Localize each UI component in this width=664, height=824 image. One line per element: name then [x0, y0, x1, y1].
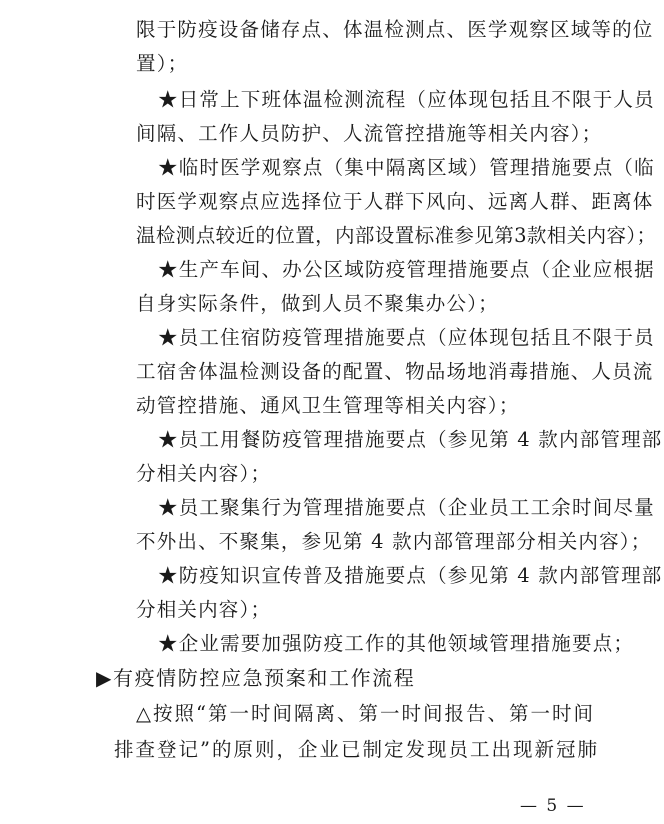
text-line-19: ★企业需要加强防疫工作的其他领域管理措施要点； — [158, 632, 635, 655]
page-number: — 5 — — [520, 796, 586, 816]
text-line-11: 工宿舍体温检测设备的配置、物品场地消毒措施、人员流 — [136, 360, 654, 383]
text-line-06: 时医学观察点应选择位于人群下风向、远离人群、距离体 — [136, 190, 654, 213]
text-line-22: 排查登记”的原则，企业已制定发现员工出现新冠肺 — [114, 738, 599, 761]
text-line-09: 自身实际条件，做到人员不聚集办公）； — [136, 292, 499, 315]
text-line-07: 温检测点较近的位置，内部设置标准参见第3款相关内容）； — [136, 224, 657, 247]
text-line-16: 不外出、不聚集，参见第 4 款内部管理部分相关内容）； — [136, 530, 652, 553]
text-line-08: ★生产车间、办公区域防疫管理措施要点（企业应根据 — [158, 258, 655, 281]
text-line-13: ★员工用餐防疫管理措施要点（参见第 4 款内部管理部 — [158, 428, 663, 451]
text-line-04: 间隔、工作人员防护、人流管控措施等相关内容）； — [136, 122, 603, 145]
text-line-12: 动管控措施、通风卫生管理等相关内容）； — [136, 394, 520, 417]
text-line-02: 置）； — [136, 52, 189, 75]
text-line-03: ★日常上下班体温检测流程（应体现包括且不限于人员 — [158, 88, 655, 111]
text-line-14: 分相关内容）； — [136, 462, 272, 485]
text-line-21: △按照“第一时间隔离、第一时间报告、第一时间 — [136, 702, 595, 725]
section-heading: ▶有疫情防控应急预案和工作流程 — [96, 666, 416, 690]
text-line-10: ★员工住宿防疫管理措施要点（应体现包括且不限于员 — [158, 326, 655, 349]
text-line-17: ★防疫知识宣传普及措施要点（参见第 4 款内部管理部 — [158, 564, 663, 587]
text-line-15: ★员工聚集行为管理措施要点（企业员工工余时间尽量 — [158, 496, 655, 519]
text-line-01: 限于防疫设备储存点、体温检测点、医学观察区域等的位 — [136, 18, 654, 41]
text-line-18: 分相关内容）； — [136, 598, 272, 621]
text-line-05: ★临时医学观察点（集中隔离区域）管理措施要点（临 — [158, 156, 655, 179]
